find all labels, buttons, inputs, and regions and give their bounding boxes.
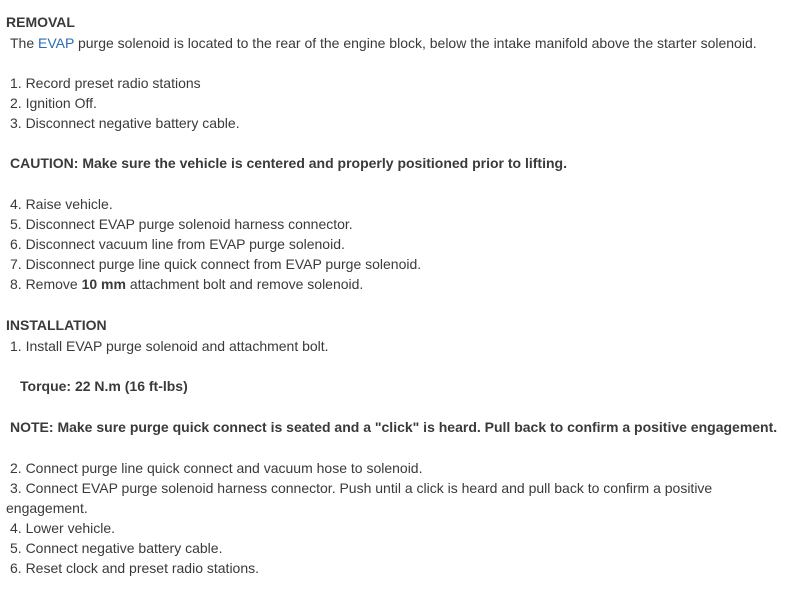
bolt-size: 10 mm bbox=[81, 276, 126, 292]
install-step-6: 6. Reset clock and preset radio stations. bbox=[10, 560, 260, 576]
install-step-3-line-1: 3. Connect EVAP purge solenoid harness connector. Push until a click is heard and pull back to confirm a positive bbox=[10, 480, 713, 496]
removal-step-5: 5. Disconnect EVAP purge solenoid harness connector. bbox=[10, 216, 353, 232]
intro-text-start: The bbox=[10, 35, 35, 51]
removal-intro bbox=[0, 33, 757, 53]
torque-spec: Torque: 22 N.m (16 ft-lbs) bbox=[20, 378, 188, 394]
step8-suffix: attachment bolt and remove solenoid. bbox=[129, 276, 364, 292]
step8-prefix: 8. Remove bbox=[10, 276, 78, 292]
installation-heading: INSTALLATION bbox=[6, 317, 107, 333]
intro-text-end: purge solenoid is located to the rear of the engine block, below the intake manifold above the starter solenoid. bbox=[77, 35, 757, 51]
install-step-2: 2. Connect purge line quick connect and vacuum hose to solenoid. bbox=[10, 460, 423, 476]
removal-step-3: 3. Disconnect negative battery cable. bbox=[10, 115, 240, 131]
install-step-4: 4. Lower vehicle. bbox=[10, 520, 116, 536]
removal-step-7: 7. Disconnect purge line quick connect from EVAP purge solenoid. bbox=[10, 256, 422, 272]
evap-link[interactable]: EVAP bbox=[38, 35, 75, 51]
removal-step-1: 1. Record preset radio stations bbox=[10, 75, 201, 91]
removal-heading: REMOVAL bbox=[6, 14, 75, 30]
removal-step-8 bbox=[0, 274, 363, 294]
install-step-3-line-2: engagement. bbox=[6, 500, 88, 516]
removal-step-6: 6. Disconnect vacuum line from EVAP purge solenoid. bbox=[10, 236, 345, 252]
install-step-1: 1. Install EVAP purge solenoid and attachment bolt. bbox=[10, 338, 329, 354]
caution-note: CAUTION: Make sure the vehicle is centered and properly positioned prior to lifting. bbox=[10, 155, 567, 171]
install-step-5: 5. Connect negative battery cable. bbox=[10, 540, 223, 556]
removal-step-4: 4. Raise vehicle. bbox=[10, 196, 113, 212]
note-text: NOTE: Make sure purge quick connect is seated and a "click" is heard. Pull back to confirm a positive engagement. bbox=[10, 419, 778, 435]
removal-step-2: 2. Ignition Off. bbox=[10, 95, 97, 111]
